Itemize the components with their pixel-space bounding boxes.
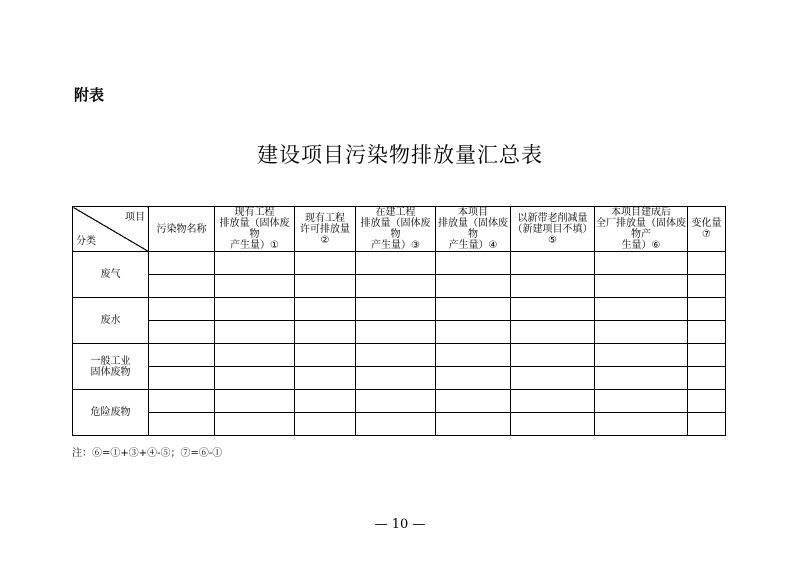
appendix-label: 附表 [74,86,105,104]
category-label: 废气 [100,269,121,280]
header-line: 本项目 [458,207,488,218]
table-cell [688,413,726,436]
table-cell [436,298,511,321]
table-cell [511,413,595,436]
table-cell [149,367,215,390]
table-cell [436,413,511,436]
table-row [73,298,726,321]
column-header-this-project [436,207,511,252]
table-cell [595,321,688,344]
table-cell [511,367,595,390]
table-cell [356,367,436,390]
header-line: 全厂排放量（固体废物产 [596,218,686,240]
table-cell [511,298,595,321]
table-cell [688,390,726,413]
table-cell [595,344,688,367]
table-cell [215,344,295,367]
table-cell [295,321,356,344]
table-cell [595,390,688,413]
table-cell [511,321,595,344]
table-cell [511,390,595,413]
table-cell [436,344,511,367]
column-header-change [688,207,726,252]
footnote: 注：⑥=①+③+④-⑤；⑦=⑥-① [72,448,223,459]
table-cell [595,298,688,321]
table-row [73,321,726,344]
table-cell [149,321,215,344]
header-line: 在建工程 [375,207,416,218]
header-line: 现有工程 [305,212,345,224]
column-header-existing-permit [295,207,356,252]
category-label: 固体废物 [90,366,131,378]
table-cell [295,367,356,390]
table-cell [149,344,215,367]
header-line: ② [320,234,330,246]
page-title: 建设项目污染物排放量汇总表 [257,143,543,167]
table-cell [436,252,511,275]
table-cell [688,252,726,275]
table-cell [595,367,688,390]
category-label: 废水 [100,315,121,326]
column-header-pollutant-name [149,207,215,252]
category-cell-hazardous-waste [73,390,149,436]
table-cell [356,390,436,413]
header-line: 排放量（固体废物 [438,218,508,240]
column-header-total-after [595,207,688,252]
table-header-row [73,207,726,252]
table-cell [295,413,356,436]
table-cell [149,413,215,436]
header-line: 变化量 [691,218,722,229]
table-cell [595,252,688,275]
header-line: 生量）⑥ [621,240,661,251]
table-cell [295,298,356,321]
corner-header-cell [73,207,149,252]
table-cell [149,390,215,413]
table-cell [356,298,436,321]
table-cell [356,344,436,367]
header-line: 许可排放量 [300,223,350,235]
table-cell [295,390,356,413]
header-line: ⑦ [702,229,711,240]
table-cell [511,344,595,367]
table-cell [595,275,688,298]
table-cell [215,367,295,390]
header-line: 产生量）① [230,240,279,251]
category-label: 一般工业 [90,355,131,367]
table-cell [688,321,726,344]
table-cell [215,321,295,344]
corner-header-category: 分类 [76,236,96,247]
table-row [73,275,726,298]
table-cell [295,252,356,275]
table-cell [688,298,726,321]
category-cell-waste-water [73,298,149,344]
table-cell [149,298,215,321]
table-cell [356,413,436,436]
table-cell [688,344,726,367]
header-line: 现有工程 [234,207,275,218]
table-cell [688,275,726,298]
table-cell [356,252,436,275]
summary-table [72,206,726,436]
table-cell [215,413,295,436]
table-cell [356,321,436,344]
table-cell [149,275,215,298]
column-header-under-construction [356,207,436,252]
table-cell [295,275,356,298]
header-line: 排放量（固体废物 [219,218,290,240]
table-cell [688,367,726,390]
table-row [73,252,726,275]
table-cell [595,413,688,436]
table-row [73,367,726,390]
table-cell [215,298,295,321]
header-line: 排放量（固体废物 [360,218,431,240]
table-row [73,344,726,367]
column-header-reduction [511,207,595,252]
category-cell-waste-gas [73,252,149,298]
table-cell [436,390,511,413]
column-header-existing-emission [215,207,295,252]
table-cell [149,252,215,275]
table-cell [356,275,436,298]
category-cell-general-solid-waste [73,344,149,390]
header-line: 以新带老削减量 [517,212,588,224]
table-cell [436,321,511,344]
table-cell [215,252,295,275]
header-line: 产生量）④ [448,240,498,251]
table-row [73,413,726,436]
page-number: — 10 — [374,517,426,532]
table-cell [436,367,511,390]
corner-header-item: 项目 [125,212,145,223]
header-line: 产生量）③ [371,240,420,251]
table-row [73,390,726,413]
table-cell [511,252,595,275]
header-line: （新建项目不填）⑤ [512,223,593,246]
header-line: 污染物名称 [156,223,207,235]
table-cell [295,344,356,367]
header-line: 本项目建成后 [611,207,671,218]
table-cell [511,275,595,298]
table-cell [436,275,511,298]
table-cell [215,275,295,298]
category-label: 危险废物 [90,407,131,418]
table-cell [215,390,295,413]
